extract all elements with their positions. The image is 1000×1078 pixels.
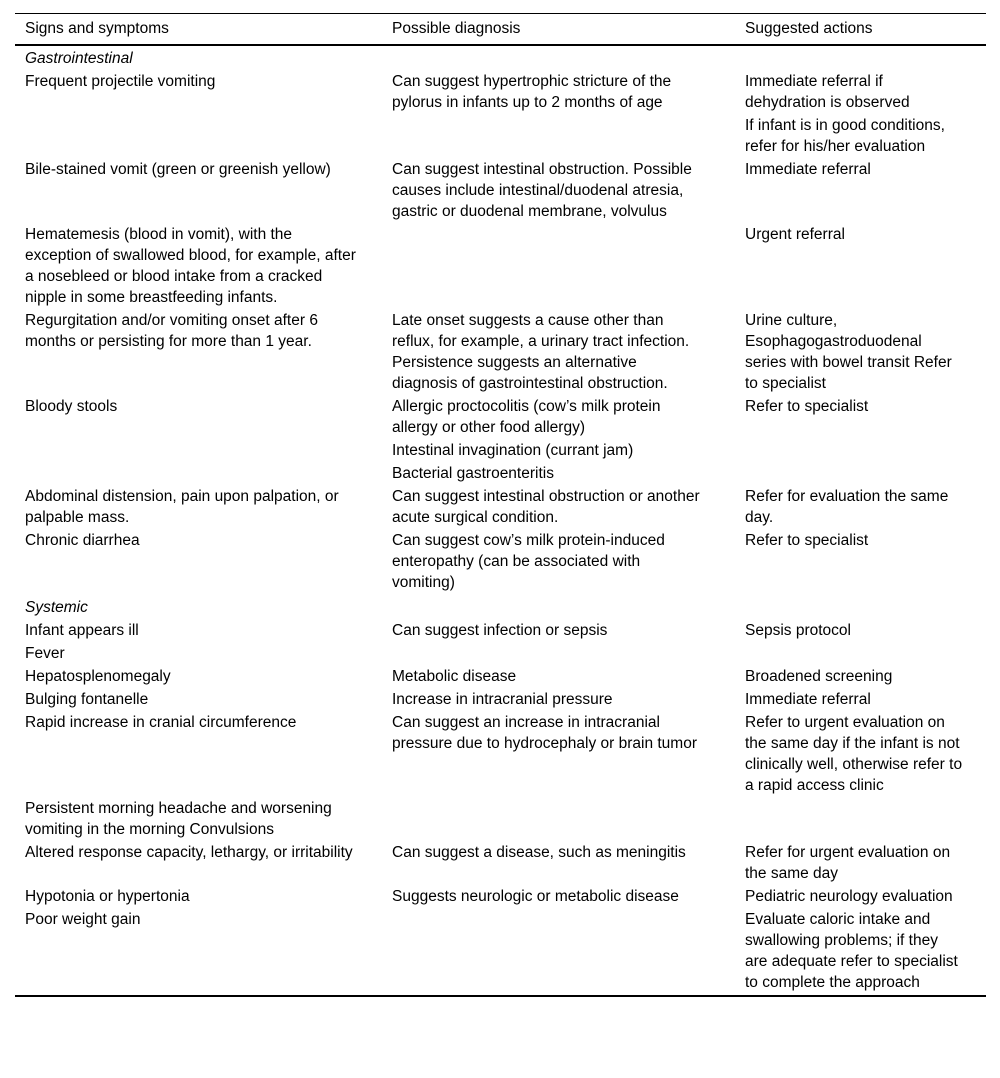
table-row (15, 396, 986, 486)
table-body (15, 45, 986, 996)
cell-paragraph: Bloody stools (25, 398, 118, 415)
table-row (15, 486, 986, 530)
cell-paragraph: Immediate referral (745, 691, 871, 708)
column-header-actions: Suggested actions (735, 14, 986, 46)
cell-paragraph: Hepatosplenomegaly (25, 668, 171, 685)
cell-paragraph: Bulging fontanelle (25, 691, 149, 708)
cell-paragraph: Can suggest hypertrophic stricture of the pylorus in infants up to 2 months of age (392, 73, 672, 111)
cell-diagnosis (382, 666, 735, 689)
section-header-row (15, 45, 986, 71)
cell-signs (15, 224, 382, 310)
cell-signs (15, 530, 382, 595)
table-row (15, 909, 986, 996)
cell-diagnosis (382, 71, 735, 159)
cell-signs (15, 798, 382, 842)
column-header-signs: Signs and symptoms (15, 14, 382, 46)
cell-paragraph: Late onset suggests a cause other than reflux, for example, a urinary tract infection. Persistence suggests an alternative diagnosis of gastrointestinal obstruction. (392, 312, 690, 392)
diagnostic-table-container (15, 13, 986, 997)
cell-actions (735, 620, 986, 643)
cell-diagnosis (382, 909, 735, 996)
cell-signs (15, 310, 382, 396)
cell-diagnosis (382, 842, 735, 886)
table-row (15, 886, 986, 909)
cell-actions (735, 486, 986, 530)
cell-signs (15, 909, 382, 996)
table-row (15, 620, 986, 643)
table-row (15, 666, 986, 689)
cell-paragraph: Hypotonia or hypertonia (25, 888, 190, 905)
table-row (15, 798, 986, 842)
cell-paragraph: Refer to specialist (745, 532, 869, 549)
cell-signs (15, 159, 382, 224)
section-title: Systemic (25, 599, 88, 616)
cell-paragraph: If infant is in good conditions, refer for his/her evaluation (745, 117, 945, 155)
cell-paragraph: Can suggest a disease, such as meningitis (392, 844, 686, 861)
cell-signs (15, 396, 382, 486)
cell-paragraph: Persistent morning headache and worsening vomiting in the morning Convulsions (25, 800, 332, 838)
cell-signs (15, 71, 382, 159)
cell-paragraph: Chronic diarrhea (25, 532, 140, 549)
cell-paragraph: Bile-stained vomit (green or greenish yellow) (25, 161, 331, 178)
cell-paragraph: Altered response capacity, lethargy, or irritability (25, 844, 353, 861)
cell-paragraph: Immediate referral if dehydration is observed (745, 73, 910, 111)
cell-paragraph: Refer to specialist (745, 398, 869, 415)
cell-paragraph: Hematemesis (blood in vomit), with the exception of swallowed blood, for example, after a nosebleed or blood intake from a cracked nipple in some breastfeeding infants. (25, 226, 356, 306)
cell-signs (15, 666, 382, 689)
cell-paragraph: Infant appears ill (25, 622, 139, 639)
cell-actions (735, 909, 986, 996)
cell-paragraph: Can suggest intestinal obstruction or another acute surgical condition. (392, 488, 700, 526)
cell-paragraph: Urgent referral (745, 226, 845, 243)
cell-diagnosis (382, 486, 735, 530)
cell-actions (735, 886, 986, 909)
cell-paragraph: Immediate referral (745, 161, 871, 178)
cell-signs (15, 486, 382, 530)
cell-paragraph: Evaluate caloric intake and swallowing problems; if they are adequate refer to specialist to complete the approach (745, 911, 958, 991)
table-row (15, 842, 986, 886)
cell-actions (735, 396, 986, 486)
cell-signs (15, 886, 382, 909)
cell-paragraph: Urine culture, Esophagogastroduodenal series with bowel transit Refer to specialist (745, 312, 952, 392)
cell-actions (735, 530, 986, 595)
cell-diagnosis (382, 159, 735, 224)
table-row (15, 159, 986, 224)
cell-diagnosis (382, 620, 735, 643)
cell-paragraph: Refer to urgent evaluation on the same day if the infant is not clinically well, otherwise refer to a rapid access clinic (745, 714, 963, 794)
section-header-row (15, 595, 986, 620)
table-row (15, 689, 986, 712)
cell-diagnosis (382, 396, 735, 486)
table-row (15, 712, 986, 798)
cell-signs (15, 620, 382, 643)
cell-signs (15, 689, 382, 712)
cell-actions (735, 666, 986, 689)
signs-symptoms-table (15, 13, 986, 997)
cell-paragraph: Rapid increase in cranial circumference (25, 714, 297, 731)
cell-diagnosis (382, 689, 735, 712)
cell-paragraph: Can suggest intestinal obstruction. Possible causes include intestinal/duodenal atresia, gastric or duodenal membrane, volvulus (392, 161, 692, 220)
cell-actions (735, 643, 986, 666)
cell-diagnosis (382, 310, 735, 396)
cell-diagnosis (382, 643, 735, 666)
cell-paragraph: Abdominal distension, pain upon palpation, or palpable mass. (25, 488, 339, 526)
cell-paragraph: Fever (25, 645, 65, 662)
cell-signs (15, 712, 382, 798)
cell-diagnosis (382, 798, 735, 842)
section-title: Gastrointestinal (25, 50, 133, 67)
cell-signs (15, 643, 382, 666)
cell-paragraph: Allergic proctocolitis (cow’s milk protein allergy or other food allergy) (392, 398, 661, 436)
cell-actions (735, 712, 986, 798)
cell-actions (735, 689, 986, 712)
cell-paragraph: Sepsis protocol (745, 622, 851, 639)
table-row (15, 643, 986, 666)
cell-diagnosis (382, 712, 735, 798)
cell-paragraph: Bacterial gastroenteritis (392, 465, 554, 482)
cell-paragraph: Broadened screening (745, 668, 893, 685)
cell-diagnosis (382, 224, 735, 310)
cell-paragraph: Regurgitation and/or vomiting onset after 6 months or persisting for more than 1 year. (25, 312, 318, 350)
cell-diagnosis (382, 530, 735, 595)
cell-actions (735, 842, 986, 886)
cell-actions (735, 159, 986, 224)
cell-actions (735, 224, 986, 310)
cell-paragraph: Poor weight gain (25, 911, 141, 928)
cell-actions (735, 310, 986, 396)
cell-paragraph: Can suggest an increase in intracranial pressure due to hydrocephaly or brain tumor (392, 714, 697, 752)
table-row (15, 224, 986, 310)
cell-paragraph: Refer for urgent evaluation on the same day (745, 844, 951, 882)
cell-diagnosis (382, 886, 735, 909)
cell-paragraph: Can suggest cow’s milk protein-induced enteropathy (can be associated with vomiting) (392, 532, 665, 591)
table-row (15, 310, 986, 396)
table-header (15, 14, 986, 46)
cell-paragraph: Metabolic disease (392, 668, 517, 685)
cell-actions (735, 71, 986, 159)
cell-paragraph: Suggests neurologic or metabolic disease (392, 888, 679, 905)
header-row (15, 14, 986, 46)
column-header-diagnosis: Possible diagnosis (382, 14, 735, 46)
cell-paragraph: Refer for evaluation the same day. (745, 488, 949, 526)
cell-actions (735, 798, 986, 842)
cell-paragraph: Pediatric neurology evaluation (745, 888, 953, 905)
cell-paragraph: Can suggest infection or sepsis (392, 622, 608, 639)
cell-paragraph: Intestinal invagination (currant jam) (392, 442, 634, 459)
cell-paragraph: Increase in intracranial pressure (392, 691, 613, 708)
table-row (15, 71, 986, 159)
cell-signs (15, 842, 382, 886)
table-row (15, 530, 986, 595)
cell-paragraph: Frequent projectile vomiting (25, 73, 216, 90)
